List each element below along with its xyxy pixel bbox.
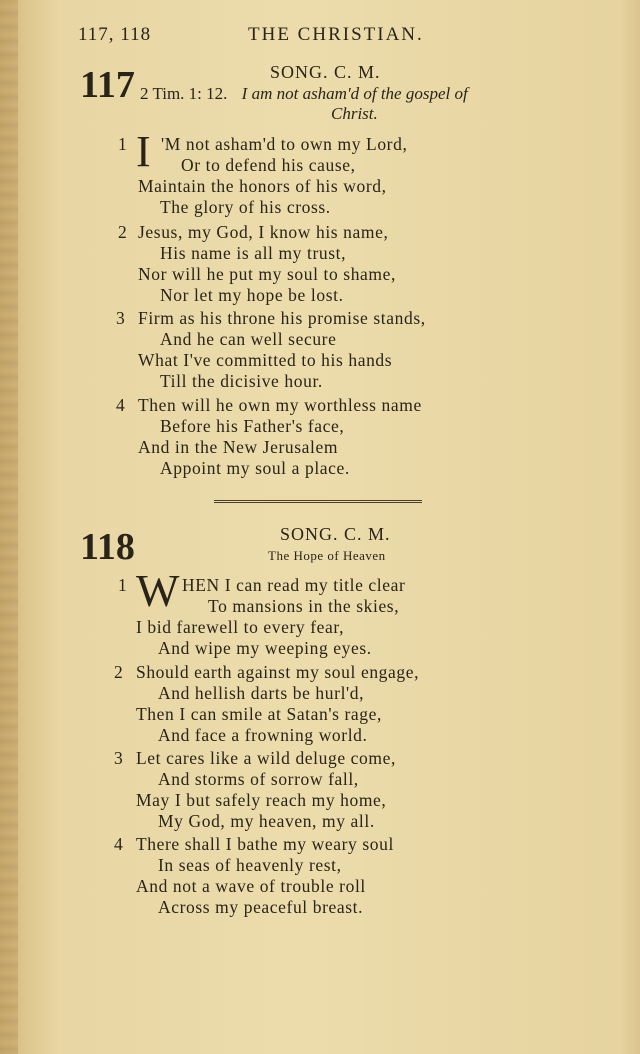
hymn-subtitle: The Hope of Heaven <box>268 548 386 563</box>
verse-line: Then I can smile at Satan's rage, <box>136 704 382 724</box>
song-meter-label: SONG. C. M. <box>280 524 391 544</box>
verse-line: HEN I can read my title clear <box>182 575 406 595</box>
verse-line: And not a wave of trouble roll <box>136 876 366 896</box>
scripture-quote: I am not asham'd of the gospel of <box>241 84 468 103</box>
scripture-line-2 <box>331 104 378 124</box>
scripture-quote-continued: Christ. <box>331 104 378 123</box>
verse-line: The glory of his cross. <box>160 197 331 217</box>
hymn-number: 117 <box>80 64 135 106</box>
verse-line: May I but safely reach my home, <box>136 790 387 810</box>
verse-number: 1 <box>118 575 127 595</box>
verse-line: My God, my heaven, my all. <box>158 811 375 831</box>
running-title: THE CHRISTIAN. <box>248 24 424 45</box>
verse-line: Should earth against my soul engage, <box>136 662 420 682</box>
page-binding-edge <box>0 0 18 1054</box>
verse-line: And hellish darts be hurl'd, <box>158 683 365 703</box>
verse-line: And in the New Jerusalem <box>138 437 339 457</box>
running-head <box>78 24 598 50</box>
verse-line: Then will he own my worthless name <box>138 395 422 415</box>
verse-line: Before his Father's face, <box>160 416 345 436</box>
verse-line: And wipe my weeping eyes. <box>158 638 372 658</box>
verse-number: 2 <box>118 222 127 242</box>
verse-line: Jesus, my God, I know his name, <box>138 222 389 242</box>
page-numbers: 117, 118 <box>78 24 152 45</box>
verse-number: 1 <box>118 134 127 154</box>
verse-line: Firm as his throne his promise stands, <box>138 308 426 328</box>
verse-line: And face a frowning world. <box>158 725 368 745</box>
verse-line: Let cares like a wild deluge come, <box>136 748 396 768</box>
verse-line: To mansions in the skies, <box>208 596 400 616</box>
verse-line: His name is all my trust, <box>160 243 347 263</box>
scripture-line-1 <box>140 84 468 104</box>
verse-number: 2 <box>114 662 123 682</box>
verse-line: Or to defend his cause, <box>181 155 356 175</box>
verse-line: Across my peaceful breast. <box>158 897 364 917</box>
section-divider <box>214 500 422 503</box>
verse-number: 3 <box>114 748 123 768</box>
verse-number: 4 <box>114 834 123 854</box>
verse-line: And storms of sorrow fall, <box>158 769 359 789</box>
verse-number: 3 <box>116 308 125 328</box>
verse-line: Nor let my hope be lost. <box>160 285 344 305</box>
drop-cap: I <box>136 127 151 176</box>
verse-line: 'M not asham'd to own my Lord, <box>161 134 408 154</box>
verse-line: Till the dicisive hour. <box>160 371 323 391</box>
verse-line: In seas of heavenly rest, <box>158 855 342 875</box>
verse-line: There shall I bathe my weary soul <box>136 834 394 854</box>
verse-line: I bid farewell to every fear, <box>136 617 345 637</box>
verse-line: Nor will he put my soul to shame, <box>138 264 396 284</box>
hymn-number: 118 <box>80 526 135 568</box>
verse-line: And he can well secure <box>160 329 337 349</box>
song-meter-label: SONG. C. M. <box>270 62 381 82</box>
drop-cap: W <box>136 565 180 616</box>
scripture-reference: 2 Tim. 1: 12. <box>140 84 228 103</box>
verse-number: 4 <box>116 395 125 415</box>
verse-line: Appoint my soul a place. <box>160 458 350 478</box>
verse-line: Maintain the honors of his word, <box>138 176 387 196</box>
verse-line: What I've committed to his hands <box>138 350 393 370</box>
